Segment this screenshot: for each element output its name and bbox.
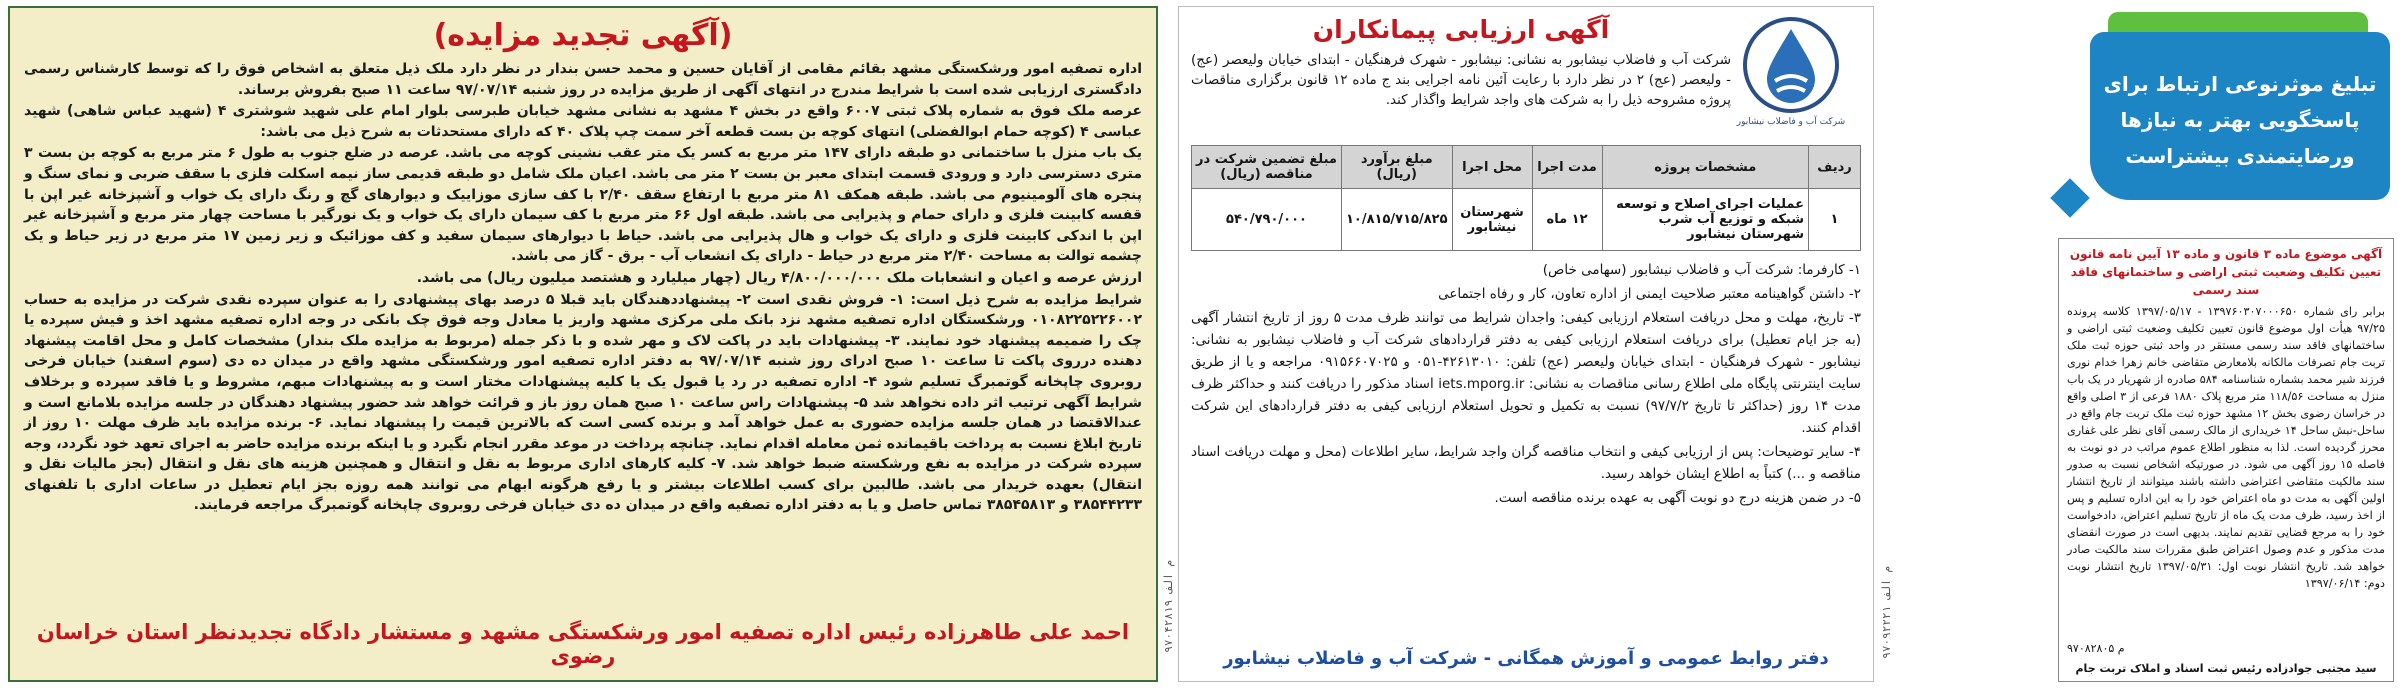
auction-paragraph: عرصه ملک فوق به شماره پلاک ثبتی ۶۰۰۷ واقع در بخش ۴ مشهد به نشانی مشهد خیابان طبرسی بلوار امام علی شهید شوشتری ۴ (شهید عباس شاهی) شهید عباسی ۴ (کوچه حمام ابوالفضلی) انتهای کوچه بن بست قطعه آخر سمت چپ پلاک ۴۰ که دارای مستحدثات به شرح ذیل می باشد: [24, 103, 1143, 140]
evaluation-header [1191, 15, 1861, 135]
evaluation-items [1191, 259, 1861, 509]
promo-line: ورضایتمندی بیشتراست [2125, 144, 2355, 168]
col-header-duration: مدت اجرا [1532, 146, 1602, 189]
auction-paragraph: یک باب منزل با ساختمانی دو طبقه دارای ۱۴۷ متر مربع به کسر یک متر عقب نشینی کوچه می باشد. عرصه در ضلع جنوب به طول ۶ متر مربع به کوچه بن بست ۳ متری دسترسی دارد و ورودی قسمت ابتدای معبر بن بست ۲ متر می باشد. اعیان ملک شامل دو طبقه قدیمی ساز نیمه اسکلت فلزی با سقف ضربی و نمای سنگ و پنجره های آلومینیوم می باشد. طبقه همکف ۸۱ متر مربع با ارتفاع سقف ۲/۴۰ با کف سازی موزاییک و دیوارهای گچ و رنگ دارای یک خواب و آشپزخانه غیر اپن با قفسه کابینت فلزی و دارای حمام و پذیرایی می باشد. طبقه اول ۶۶ متر مربع با کف سیمان دارای یک خواب و یک نورگیر با مساحت چهار متر مربع و آشپزخانه غیر اپن با اندکی کابینت فلزی و دارای یک خواب و هال پذیرایی می باشد. حیاط با دیوارهای سیمان سفید و کف موزائیک و زیر زمین ۱۷ متر مربع در زیر حیاط و یک چشمه توالت به مساحت ۲/۴۰ متر مربع در حیاط - دارای یک انشعاب آب - برق - گاز می باشد. [24, 145, 1143, 265]
auction-paragraph: ارزش عرصه و اعیان و انشعابات ملک ۴/۸۰۰/۰۰۰/۰۰۰ ریال (چهار میلیارد و هشتصد میلیون ریال) می باشد. [416, 269, 1142, 286]
registry-body: برابر رای شماره ۱۳۹۷۶۰۳۰۷۰۰۰۶۵۰ - ۱۳۹۷/۰۵/۱۷ کلاسه پرونده ۹۷/۲۵ هیأت اول موضوع قانون تعیین تکلیف وضعیت ثبتی اراضی و ساختمانهای فاقد سند رسمی مستقر در واحد ثبتی حوزه ثبت ملک تربت جام تصرفات مالکانه بلامعارض متقاضی خانم زهرا خدام نوری فرزند شیر محمد بشماره شناسنامه ۵۸۴ صادره از شهریار در یک باب منزل به مساحت ۱۱۸/۵۶ متر مربع پلاک ۱۸۸۰ فرعی از ۳ اصلی واقع در خراسان رضوی بخش ۱۲ مشهد حوزه ثبت ملک تربت جام واقع در ساحل-نبش ساحل ۱۴ خریداری از مالک رسمی آقای نظر علی غفاری محرز گردیده است. لذا به منظور اطلاع عموم مراتب در دو نوبت به فاصله ۱۵ روز آگهی می شود. در صورتیکه اشخاص نسبت به صدور سند مالکیت متقاضی اعتراضی داشته باشند میتوانند از تاریخ انتشار اولین آگهی به مدت دو ماه اعتراض خود را به این اداره تسلیم و پس از اخذ رسید، ظرف مدت یک ماه از تاریخ تسلیم اعتراض، دادخواست خود را به مرجع قضایی تقدیم نمایند. بدیهی است در صورت انقضای مدت مذکور و عدم وصول اعتراض طبق مقررات سند مالکیت صادر خواهد شد. تاریخ انتشار نوبت اول: ۱۳۹۷/۰۵/۳۱ تاریخ انتشار نوبت دوم: ۱۳۹۷/۰۶/۱۴ [2067, 305, 2386, 590]
auction-side-code: ۹۷۰۴۲۸۱۹ م الف [1162, 560, 1175, 653]
cell-row-number: ۱ [1809, 189, 1861, 251]
evaluation-side-code: ۹۷۰۹۲۲۲۱ م الف [1880, 566, 1893, 659]
col-header-row-number: ردیف [1809, 146, 1861, 189]
list-item: ۴- سایر توضیحات: پس از ارزیابی کیفی و انتخاب مناقصه گران واجد شرایط، سایر اطلاعات (محل و مهلت دریافت اسناد مناقصه و ...) کتباً به اطلاع ایشان خواهد رسید. [1191, 444, 1861, 482]
col-header-estimate: مبلغ برآورد (ریال) [1342, 146, 1453, 189]
evaluation-heading-text [1191, 15, 1731, 110]
project-table [1191, 145, 1861, 251]
list-item: ۵- در ضمن هزینه درج دو نوبت آگهی به عهده برنده مناقصه است. [1494, 490, 1861, 506]
col-header-location: محل اجرا [1452, 146, 1532, 189]
registry-code: ۹۷۰۸۲۸۰۵ م [2067, 642, 2125, 655]
registry-signature: سید مجتبی جوادزاده رئیس ثبت اسناد و املاک تربت جام [2075, 662, 2377, 675]
auction-body [24, 59, 1142, 516]
col-header-project: مشخصات پروژه [1602, 146, 1808, 189]
registry-title: آگهی موضوع ماده ۳ قانون و ماده ۱۳ آیین نامه قانون تعیین تکلیف وضعیت ثبتی اراضی و ساختمانهای فاقد سند رسمی [2069, 247, 2383, 297]
evaluation-title: آگهی ارزیابی پیمانکاران [1312, 15, 1610, 44]
auction-paragraph: شرایط مزایده به شرح ذیل است: ۱- فروش نقدی است ۲- پیشنهاددهندگان باید قبلا ۵ درصد بهای پیشنهادی را به عنوان سپرده نقدی شرکت در مزایده به حساب ۰۱۰۸۲۲۵۲۲۶۰۰۲ ورشکستگان اداره تصفیه مشهد نزد بانک ملی مرکزی مشهد واریز یا معادل وجه فوق چک بانکی در وجه اداره تصفیه مشهد اخذ و فیش سپرده یا چک را ضمیمه پیشنهاد خود نمایند. ۳- پیشنهادات باید در پاکت لاک و مهر شده و با ذکر جمله (مربوط به مزایده ملک بندار) مشخصات کامل و محل اقامت پیشنهاد دهنده درروی پاکت تا ساعت ۱۰ صبح ادرای روز شنبه ۹۷/۰۷/۱۴ به دفتر اداره تصفیه امور ورشکستگی مشهد واقع در میدان ده دی (سوم اسفند) خیابان فرخی روبروی چاپخانه گوتمبرگ تسلیم شود ۴- اداره تصفیه در رد یا قبول یک یا کلیه پیشنهادات مختار است و به پیشنهادات مبهم، مشروط و یا فاقد سپرده و برخلاف شرایط آگهی ترتیب اثر داده نخواهد شد ۵- پیشنهادات راس ساعت ۱۰ صبح همان روز باز و قرائت خواهد شد حضور پیشنهاد دهندگان در جلسه مزایده بلامانع است و عندالاقتضا در همان جلسه مزایده حضوری به عمل خواهد آمد و برنده کسی است که بالاترین قیمت را پیشنهاد نماید. ۶- برنده مزایده باید ظرف مهلت ۱۰ روز از تاریخ ابلاغ نسبت به پرداخت باقیمانده ثمن معامله اقدام نماید. چنانچه پرداخت در موعد مقرر انجام نگیرد و یا اینکه برنده مزایده حاضر به اجرای تعهد خود نگردد، وجه سپرده شرکت در مزایده به نفع ورشکسته ضبط خواهد شد. ۷- کلیه کارهای اداری مربوط به نقل و انتقال و همچنین هزینه های نقل و انتقال (بجز مالیات نقل و انتقال) بعهده خریدار می باشد. طالبین برای کسب اطلاعات بیشتر و یا رفع هرگونه ابهام می توانند همه روزه بجز ایام تعطیل در ساعات اداری با تلفنهای ۳۸۵۴۴۲۳۳ و ۳۸۵۴۵۸۱۳ تماس حاصل و یا به دفتر اداره تصفیه واقع در میدان ده دی خیابان فرخی روبروی چاپخانه گوتمبرگ مراجعه فرمایند. [24, 291, 1143, 514]
water-drop-icon [1741, 15, 1841, 115]
list-item: ۱- کارفرما: شرکت آب و فاضلاب نیشابور (سهامی خاص) [1542, 262, 1861, 278]
cell-estimate: ۱۰/۸۱۵/۷۱۵/۸۲۵ [1342, 189, 1453, 251]
advertising-promo [1896, 6, 2396, 220]
auction-paragraph: اداره تصفیه امور ورشکستگی مشهد بقائم مقامی از آقایان حسین و محمد حسن بندار در نظر دارد ملک ذیل متعلق به اشخاص فوق را که توسط کارشناس رسمی دادگستری ارزیابی شده است با شرایط مندرج در انتهای آگهی از طریق مزایده در روز شنبه ۹۷/۰۷/۱۴ ساعت ۱۱ صبح بفروش برساند. [24, 61, 1142, 98]
promo-line: تبلیغ موثرنوعی ارتباط برای [2103, 72, 2377, 96]
auction-notice [8, 6, 1158, 682]
promo-banner [2090, 32, 2390, 200]
water-company-logo [1731, 15, 1851, 135]
auction-title: (آگهی تجدید مزایده) [433, 18, 733, 53]
speech-bubble-tail [2050, 178, 2090, 218]
cell-duration: ۱۲ ماه [1532, 189, 1602, 251]
table-row [1192, 189, 1861, 251]
land-registry-notice [2058, 238, 2394, 682]
evaluation-footer: دفتر روابط عمومی و آموزش همگانی - شرکت آب و فاضلاب نیشابور [1223, 648, 1829, 669]
promo-line: پاسخگویی بهتر به نیازها [2120, 108, 2360, 132]
list-item: ۲- داشتن گواهینامه معتبر صلاحیت ایمنی از اداره تعاون، کار و رفاه اجتماعی [1438, 286, 1861, 302]
list-item: ۳- تاریخ، مهلت و محل دریافت استعلام ارزیابی کیفی: واجدان شرایط می توانند ظرف مدت ۵ روز از تاریخ انتشار آگهی (به جز ایام تعطیل) برای دریافت استعلام ارزیابی کیفی به دفتر قراردادهای شرکت آب و فاضلاب نیشابور به نشانی: نیشابور - شهرک فرهنگیان - ابتدای خیابان ولیعصر (عج) تلفن: ۴۲۶۱۳۰۱۰-۰۵۱ و ۰۹۱۵۶۶۰۷۰۲۵ مراجعه و یا از طریق سایت اینترنتی پایگاه ملی اطلاع رسانی مناقصات به نشانی: iets.mporg.ir اسناد مذکور را دریافت کنند و حداکثر ظرف مدت ۱۴ روز (حداکثر تا تاریخ ۹۷/۷/۲) نسبت به تکمیل و تحویل استعلام ارزیابی کیفی به دفتر قراردادهای این شرکت اقدام کنند. [1191, 310, 1861, 436]
contractor-evaluation-notice [1178, 6, 1874, 682]
cell-project: عملیات اجرای اصلاح و توسعه شبکه و توزیع آب شرب شهرستان نیشابور [1602, 189, 1808, 251]
evaluation-intro: شرکت آب و فاضلاب نیشابور به نشانی: نیشابور - شهرک فرهنگیان - ابتدای خیابان ولیعصر (عج) - ولیعصر (عج) ۲ در نظر دارد با رعایت آئین نامه اجرایی بند ج ماده ۱۲ قانون برگزاری مناقصات پروژه مشروحه ذیل را به شرکت های واجد شرایط واگذار کند. [1191, 52, 1731, 108]
cell-location: شهرستان نیشابور [1452, 189, 1532, 251]
auction-signature: احمد علی طاهرزاده رئیس اداره تصفیه امور ورشکستگی مشهد و مستشار دادگاه تجدیدنظر استان خراسان رضوی [36, 620, 1130, 668]
logo-caption: شرکت آب و فاضلاب نیشابور [1736, 117, 1846, 127]
col-header-guarantee: مبلغ تضمین شرکت در مناقصه (ریال) [1192, 146, 1342, 189]
project-table-header-row [1192, 146, 1861, 189]
cell-guarantee: ۵۴۰/۷۹۰/۰۰۰ [1192, 189, 1342, 251]
